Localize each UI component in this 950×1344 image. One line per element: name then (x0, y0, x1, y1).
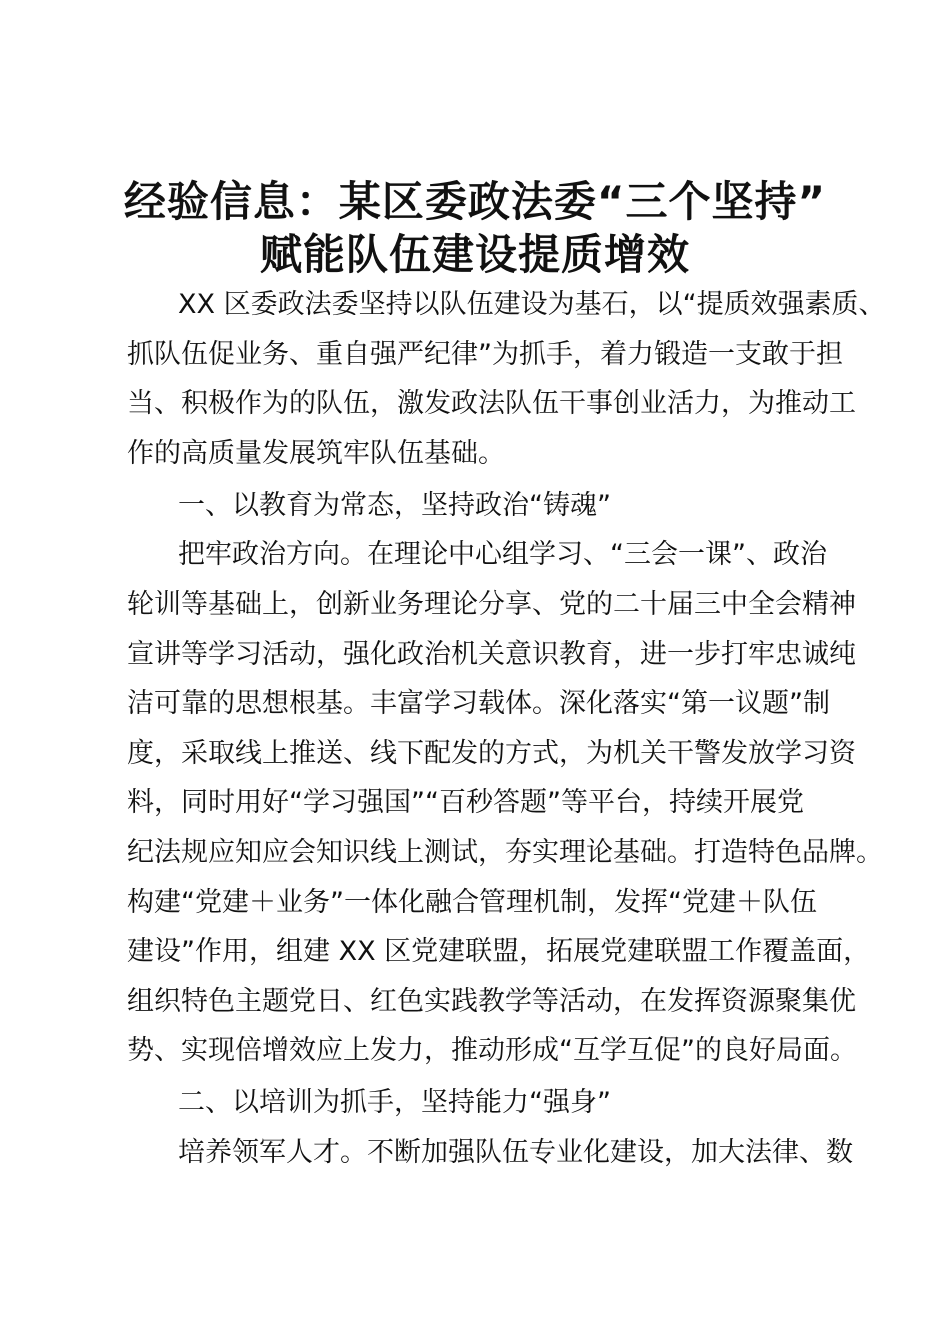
body-line: 组织特色主题党日、红色实践教学等活动，在发挥资源聚集优 (127, 986, 856, 1017)
document-title-line-1: 经验信息：某区委政法委“三个坚持” (123, 177, 827, 226)
body-line: 把牢政治方向。在理论中心组学习、“三会一课”、政治 (178, 539, 827, 570)
body-line: 势、实现倍增效应上发力，推动形成“互学互促”的良好局面。 (127, 1035, 857, 1066)
body-line: 作的高质量发展筑牢队伍基础。 (127, 438, 505, 469)
body-line: 建设”作用，组建 XX 区党建联盟，拓展党建联盟工作覆盖面， (127, 936, 871, 967)
body-line: 构建“党建＋业务”一体化融合管理机制，发挥“党建＋队伍 (127, 887, 817, 918)
section-heading-2: 二、以培训为抓手，坚持能力“强身” (178, 1087, 611, 1118)
body-line: 洁可靠的思想根基。丰富学习载体。深化落实“第一议题”制 (127, 688, 830, 719)
body-line: 度，采取线上推送、线下配发的方式，为机关干警发放学习资 (127, 738, 856, 769)
body-line: 料，同时用好“学习强国”“百秒答题”等平台，持续开展党 (127, 787, 804, 818)
section-heading-1: 一、以教育为常态，坚持政治“铸魂” (178, 490, 611, 521)
body-line: 宣讲等学习活动，强化政治机关意识教育，进一步打牢忠诚纯 (127, 639, 856, 670)
document-title-line-2: 赋能队伍建设提质增效 (259, 230, 690, 279)
body-line: 轮训等基础上，创新业务理论分享、党的二十届三中全会精神 (127, 589, 856, 620)
body-line: 培养领军人才。不断加强队伍专业化建设，加大法律、数 (178, 1137, 853, 1168)
body-line: 当、积极作为的队伍，激发政法队伍干事创业活力，为推动工 (127, 388, 856, 419)
body-line: 纪法规应知应会知识线上测试，夯实理论基础。打造特色品牌。 (127, 837, 883, 868)
body-line: 抓队伍促业务、重自强严纪律”为抓手，着力锻造一支敢于担 (127, 339, 843, 370)
body-line: XX 区委政法委坚持以队伍建设为基石，以“提质效强素质、 (178, 289, 886, 320)
